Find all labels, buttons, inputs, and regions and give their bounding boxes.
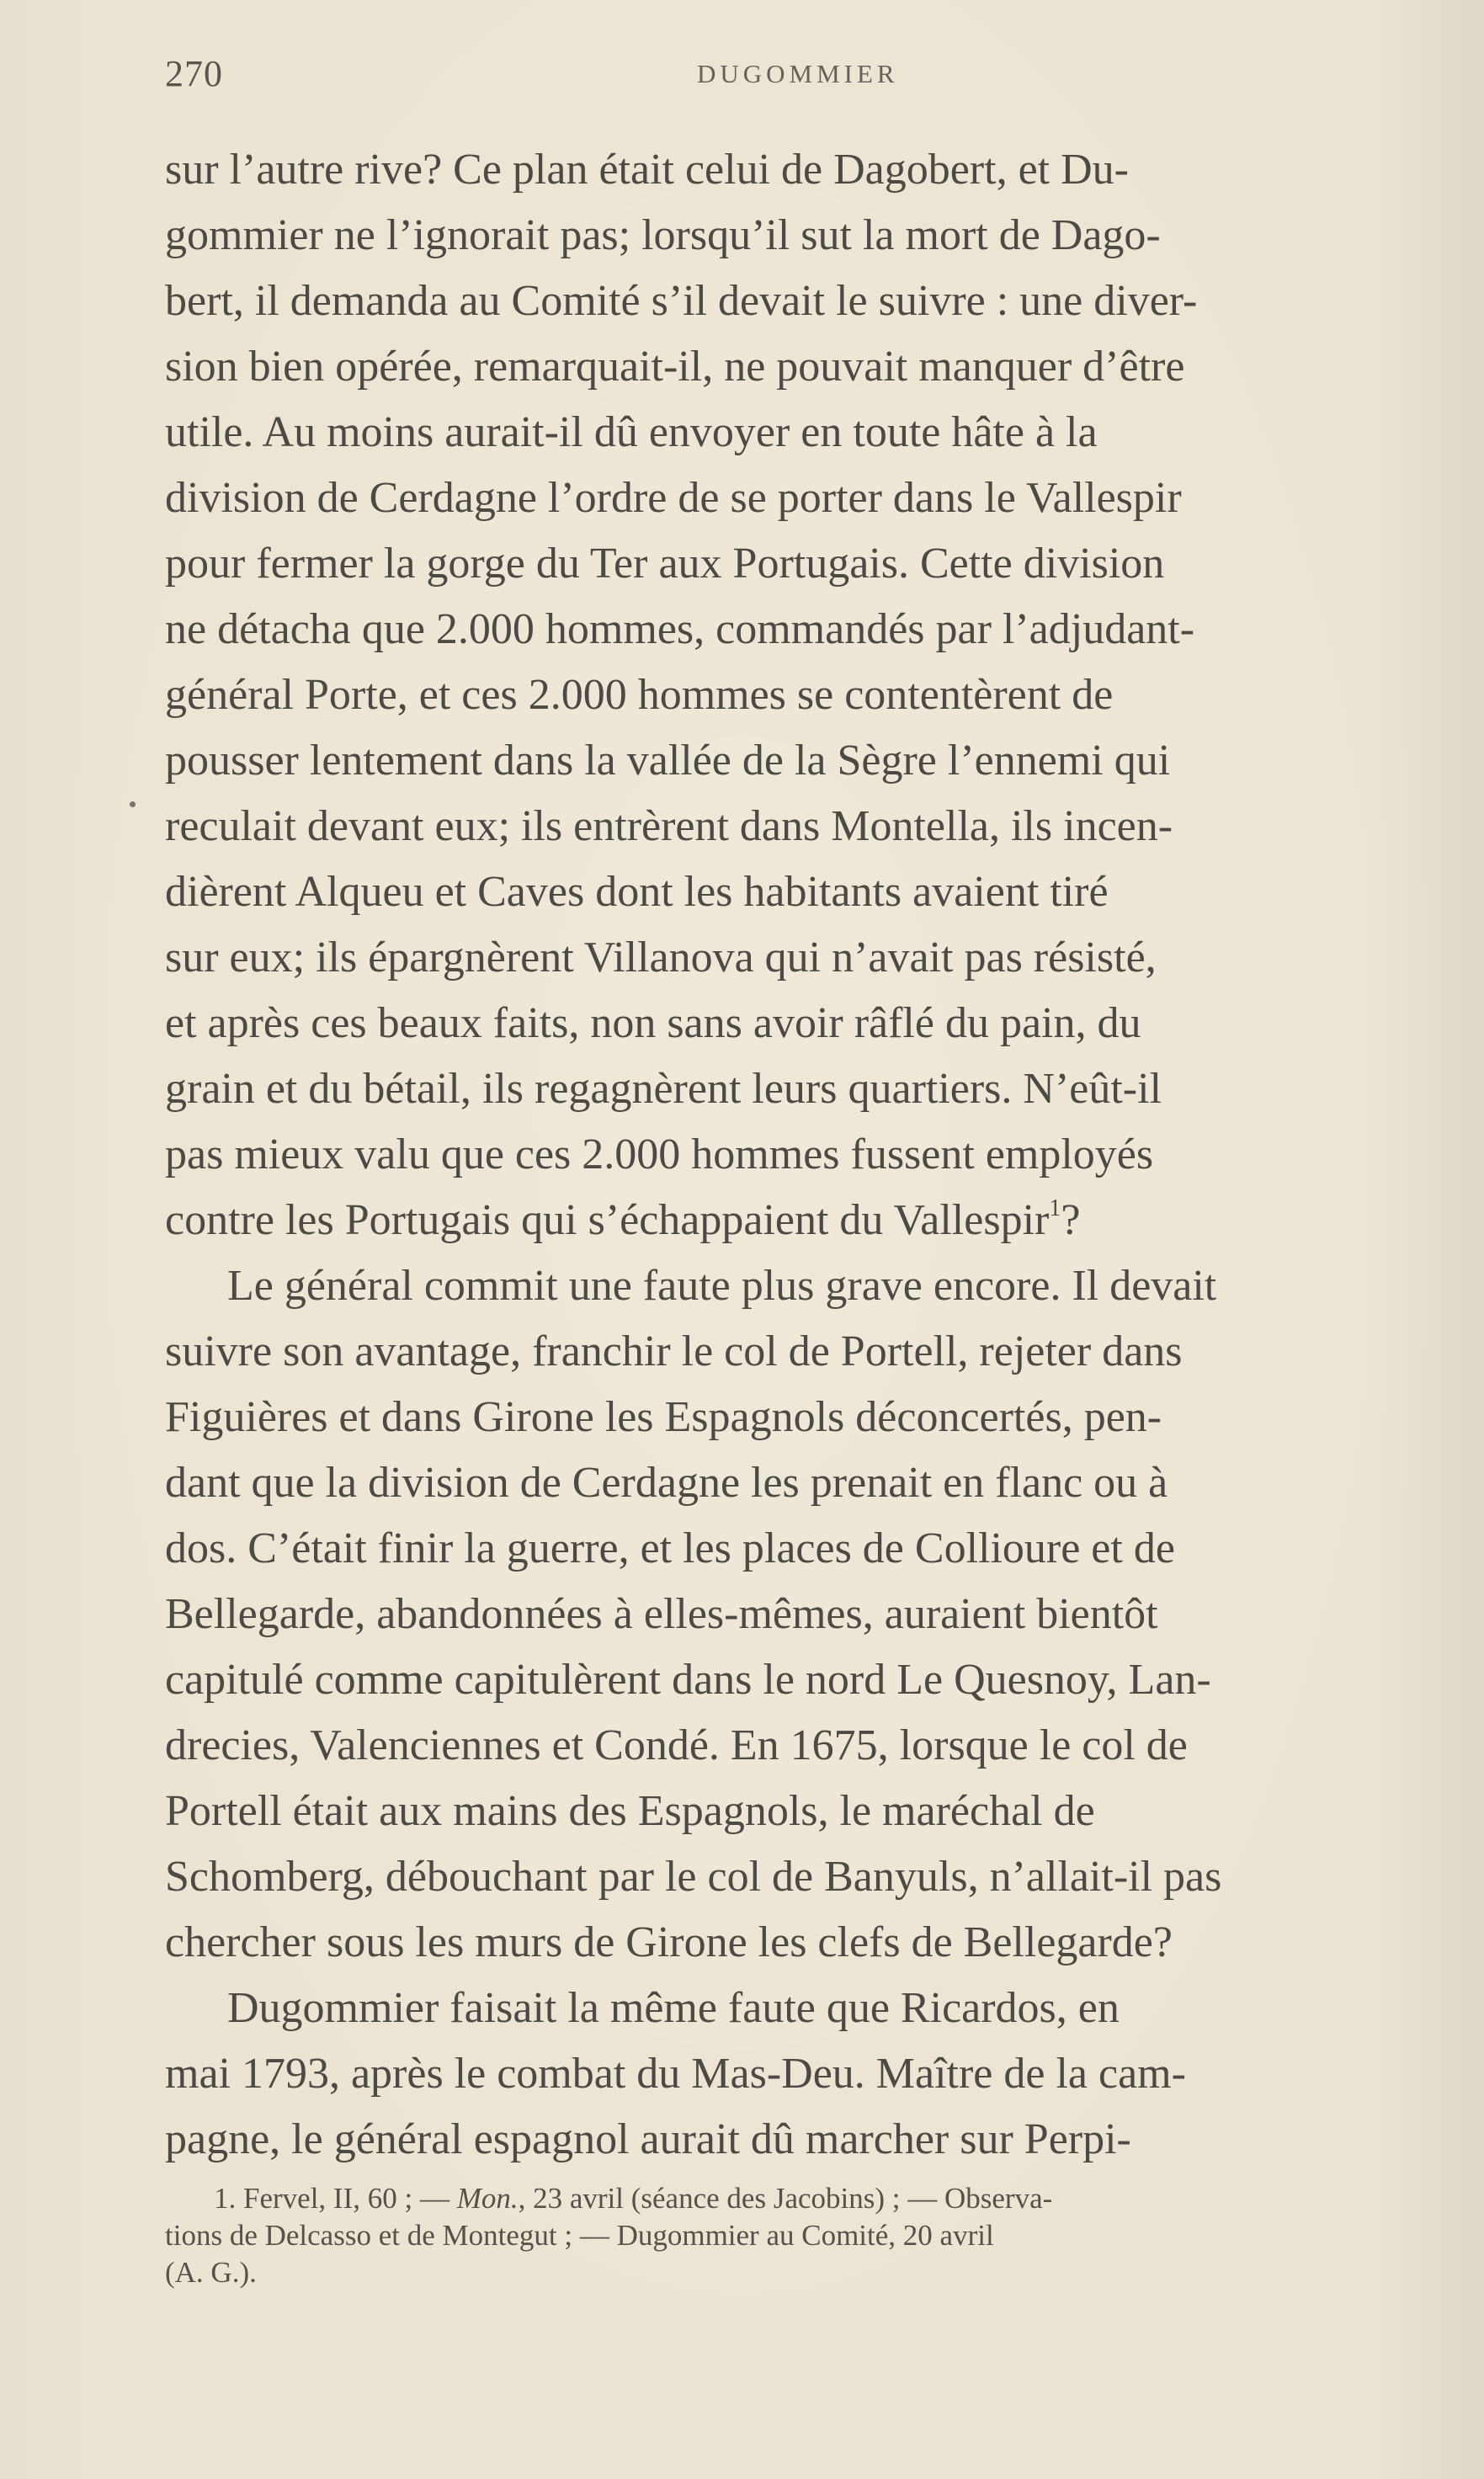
text-segment: ? xyxy=(1061,1196,1081,1244)
text-line: dant que la division de Cerdagne les prenait en flanc ou à xyxy=(165,1459,1168,1507)
footnote-italic-source: Mon. xyxy=(456,2182,519,2215)
text-line: sion bien opérée, remarquait-il, ne pouvait manquer d’être xyxy=(165,343,1185,391)
footnote-line: (A. G.). xyxy=(165,2256,257,2289)
text-line: drecies, Valenciennes et Condé. En 1675, lorsque le col de xyxy=(165,1721,1188,1769)
footnote-text: 1. Fervel, II, 60 ; — xyxy=(214,2182,457,2215)
footnote-reference: 1 xyxy=(1049,1195,1061,1221)
text-line: pagne, le général espagnol aurait dû marcher sur Perpi- xyxy=(165,2115,1131,2163)
text-line: général Porte, et ces 2.000 hommes se contentèrent de xyxy=(165,671,1114,719)
text-line: pas mieux valu que ces 2.000 hommes fussent employés xyxy=(165,1130,1154,1178)
paragraph-start-line: Dugommier faisait la même faute que Ricardos, en xyxy=(227,1984,1120,2032)
main-text xyxy=(165,137,1478,2173)
text-line: sur l’autre rive? Ce plan était celui de Dagobert, et Du- xyxy=(165,146,1129,194)
running-title: DUGOMMIER xyxy=(697,59,899,88)
text-line: bert, il demanda au Comité s’il devait le suivre : une diver- xyxy=(165,277,1198,325)
text-line-with-footnote xyxy=(165,1188,1478,1253)
text-line: dièrent Alqueu et Caves dont les habitants avaient tiré xyxy=(165,868,1109,916)
text-line: pour fermer la gorge du Ter aux Portugais. Cette division xyxy=(165,540,1165,588)
text-line: Figuières et dans Girone les Espagnols déconcertés, pen- xyxy=(165,1393,1162,1441)
margin-mark xyxy=(130,801,136,807)
text-line: Schomberg, débouchant par le col de Banyuls, n’allait-il pas xyxy=(165,1853,1222,1901)
text-line: division de Cerdagne l’ordre de se porter dans le Vallespir xyxy=(165,474,1182,522)
paragraph-start-line: Le général commit une faute plus grave encore. Il devait xyxy=(227,1262,1217,1310)
text-line: dos. C’était finir la guerre, et les places de Collioure et de xyxy=(165,1524,1175,1572)
text-line: gommier ne l’ignorait pas; lorsqu’il sut la mort de Dago- xyxy=(165,211,1161,259)
footnote-line: tions de Delcasso et de Montegut ; — Dugommier au Comité, 20 avril xyxy=(165,2219,994,2252)
text-line: ne détacha que 2.000 hommes, commandés par l’adjudant- xyxy=(165,605,1195,653)
text-line: capitulé comme capitulèrent dans le nord Le Quesnoy, Lan- xyxy=(165,1656,1211,1704)
text-segment: contre les Portugais qui s’échappaient du Vallespir xyxy=(165,1196,1050,1244)
text-line: Portell était aux mains des Espagnols, le maréchal de xyxy=(165,1787,1095,1835)
text-line: suivre son avantage, franchir le col de Portell, rejeter dans xyxy=(165,1327,1183,1375)
text-line: grain et du bétail, ils regagnèrent leurs quartiers. N’eût-il xyxy=(165,1065,1162,1113)
footnote-text: , 23 avril (séance des Jacobins) ; — Observa- xyxy=(518,2182,1053,2215)
text-line: Bellegarde, abandonnées à elles-mêmes, auraient bientôt xyxy=(165,1590,1158,1638)
text-line: sur eux; ils épargnèrent Villanova qui n’avait pas résisté, xyxy=(165,934,1157,981)
text-line: chercher sous les murs de Girone les clefs de Bellegarde? xyxy=(165,1918,1173,1966)
text-line: et après ces beaux faits, non sans avoir râflé du pain, du xyxy=(165,999,1141,1047)
text-line: mai 1793, après le combat du Mas-Deu. Maître de la cam- xyxy=(165,2050,1186,2098)
page-number: 270 xyxy=(165,53,223,94)
text-line: reculait devant eux; ils entrèrent dans Montella, ils incen- xyxy=(165,802,1173,850)
page-header xyxy=(165,52,1402,103)
text-line: utile. Au moins aurait-il dû envoyer en toute hâte à la xyxy=(165,408,1098,456)
footnotes xyxy=(165,2180,1478,2291)
footnote-line xyxy=(165,2180,1478,2217)
text-line: pousser lentement dans la vallée de la Sègre l’ennemi qui xyxy=(165,737,1171,785)
